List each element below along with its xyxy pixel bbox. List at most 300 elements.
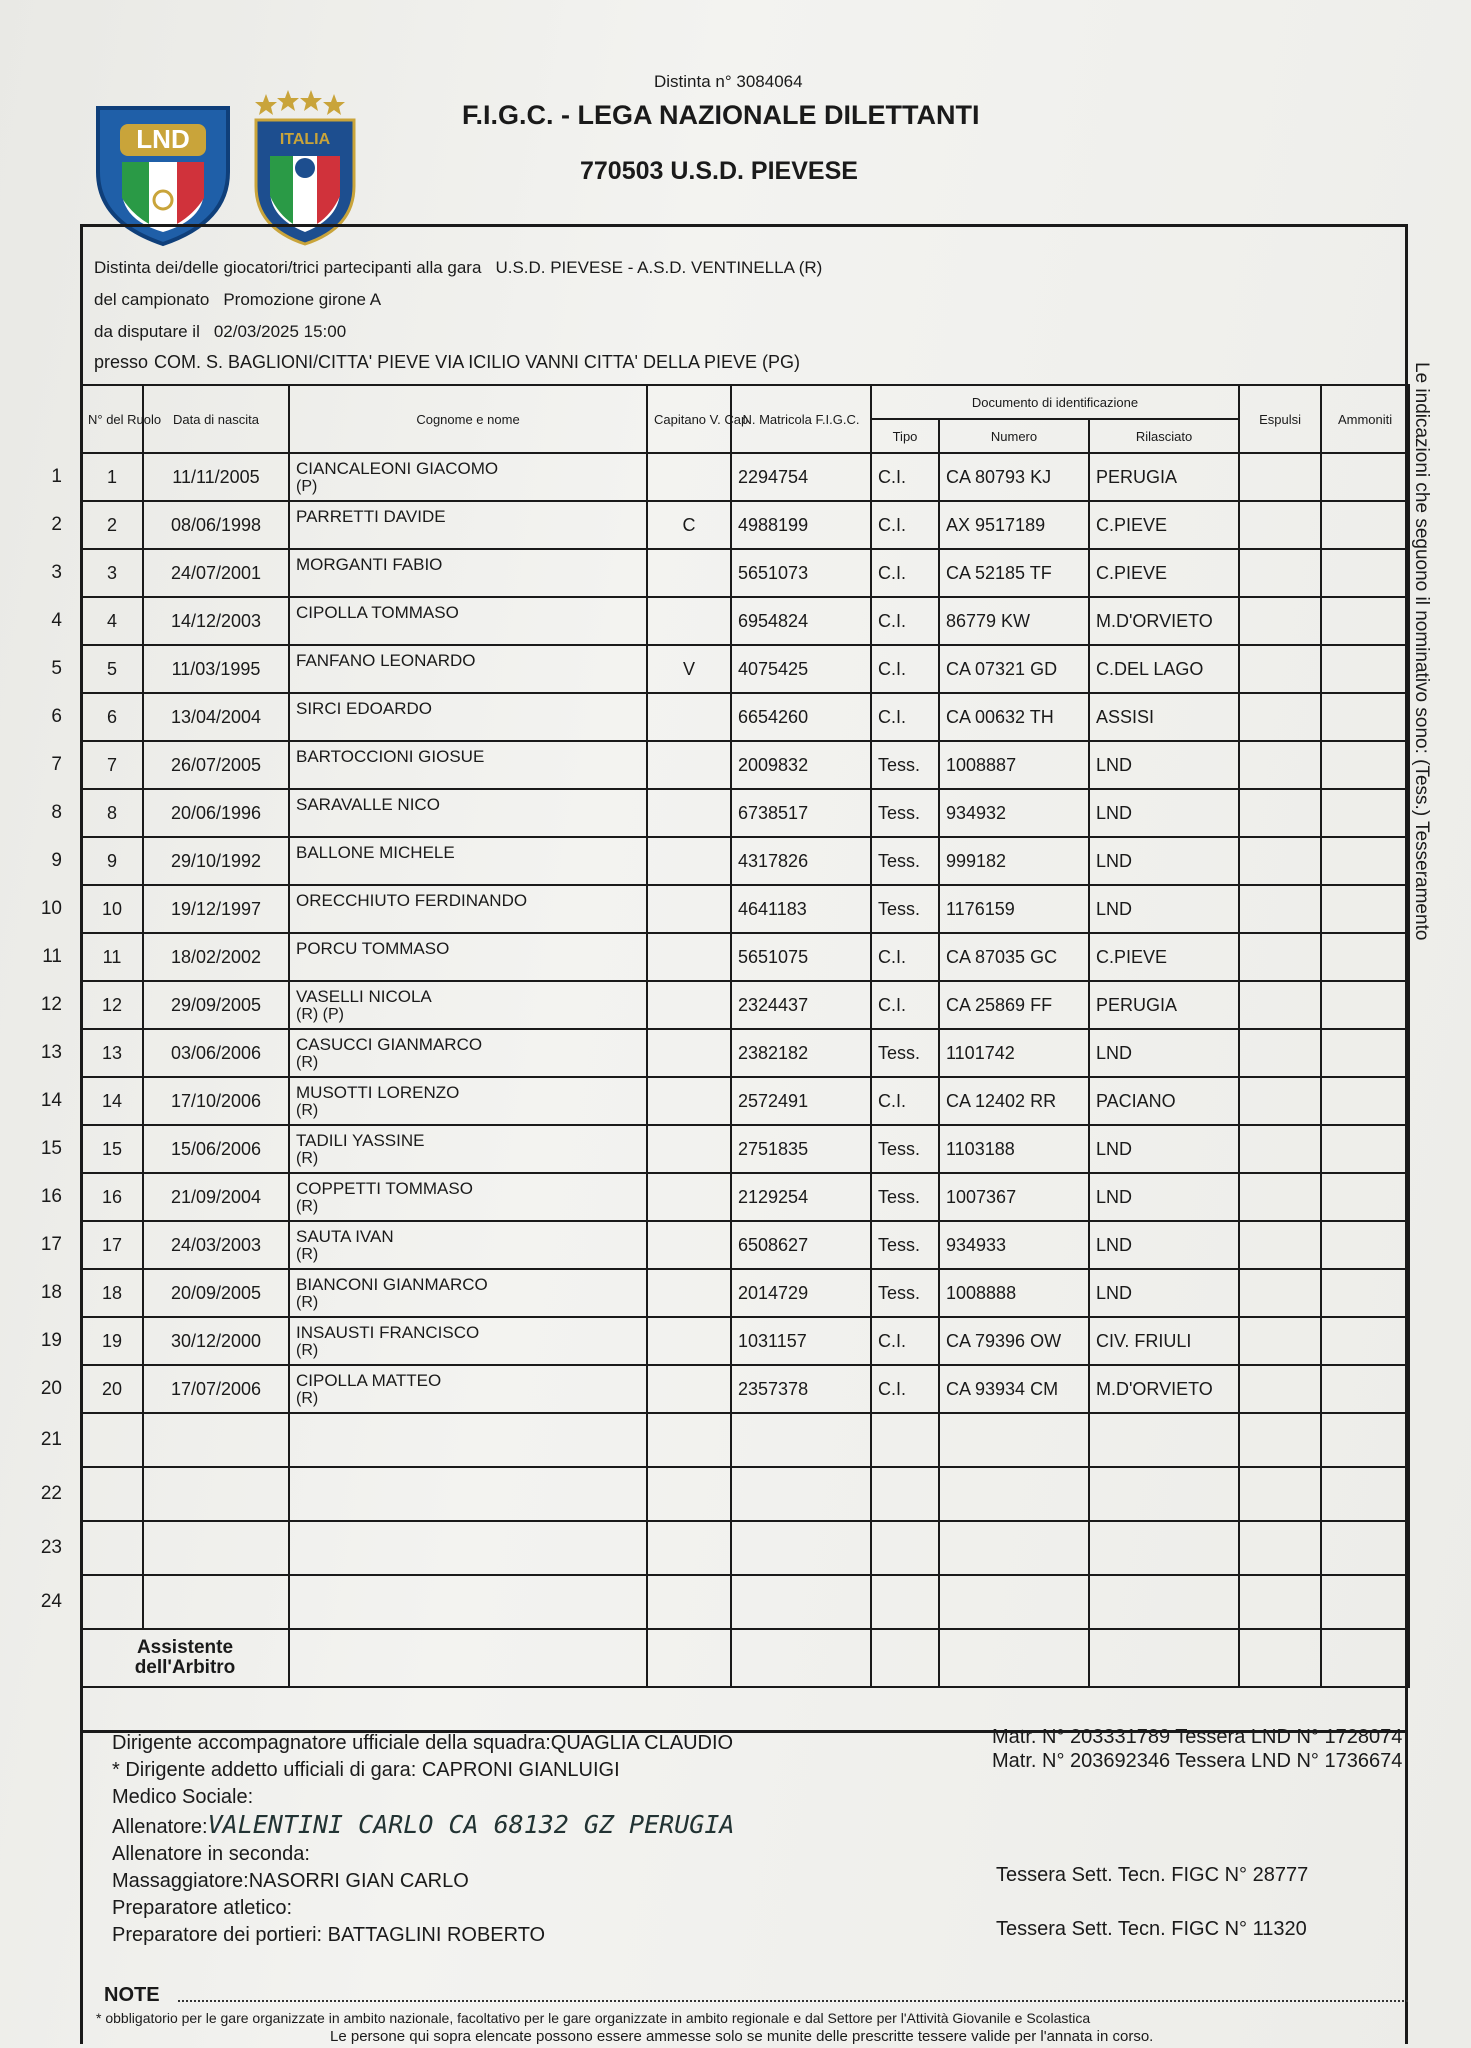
player-row xyxy=(81,1173,1409,1221)
col-ruolo: N° del Ruolo xyxy=(81,385,143,453)
player-name: CIPOLLA TOMMASO xyxy=(296,603,459,622)
matricola-cell: 6738517 xyxy=(731,789,871,837)
dirigente-accompagnatore: Dirigente accompagnatore ufficiale della squadra:QUAGLIA CLAUDIO xyxy=(112,1732,734,1754)
captain-cell xyxy=(647,549,731,597)
ruolo-cell: 13 xyxy=(81,1029,143,1077)
championship-line xyxy=(94,290,381,310)
empty-cell xyxy=(1321,1413,1409,1467)
doc-type-cell: Tess. xyxy=(871,789,939,837)
matricola-2: Matr. N° 203692346 Tessera LND N° 1736674 xyxy=(992,1750,1403,1772)
espulsi-cell xyxy=(1239,933,1321,981)
espulsi-cell xyxy=(1239,789,1321,837)
doc-issuer-cell: LND xyxy=(1089,885,1239,933)
empty-cell xyxy=(143,1413,289,1467)
doc-issuer-cell: C.DEL LAGO xyxy=(1089,645,1239,693)
doc-issuer-cell: M.D'ORVIETO xyxy=(1089,1365,1239,1413)
doc-issuer-cell: CIV. FRIULI xyxy=(1089,1317,1239,1365)
staff-section xyxy=(112,1730,734,1949)
massaggiatore: Massaggiatore:NASORRI GIAN CARLO xyxy=(112,1870,469,1892)
col-nascita: Data di nascita xyxy=(143,385,289,453)
captain-cell xyxy=(647,837,731,885)
ammoniti-cell xyxy=(1321,1029,1409,1077)
row-number: 13 xyxy=(40,1042,62,1063)
venue-line xyxy=(94,352,800,373)
matricola-1: Matr. N° 203331789 Tessera LND N° 1728074 xyxy=(992,1726,1403,1748)
venue-label: presso xyxy=(94,352,149,372)
player-row xyxy=(81,501,1409,549)
empty-cell xyxy=(731,1467,871,1521)
captain-cell xyxy=(647,453,731,501)
allenatore-line xyxy=(112,1811,734,1841)
player-row xyxy=(81,981,1409,1029)
name-cell xyxy=(289,789,647,837)
captain-cell: C xyxy=(647,501,731,549)
doc-type-cell: Tess. xyxy=(871,837,939,885)
empty-cell xyxy=(939,1575,1089,1629)
row-number: 8 xyxy=(51,802,62,823)
birth-cell: 29/09/2005 xyxy=(143,981,289,1029)
doc-type-cell: C.I. xyxy=(871,1317,939,1365)
name-cell xyxy=(289,741,647,789)
ruolo-cell: 10 xyxy=(81,885,143,933)
empty-row xyxy=(81,1467,1409,1521)
birth-cell: 20/06/1996 xyxy=(143,789,289,837)
matricola-cell: 1031157 xyxy=(731,1317,871,1365)
player-name: CIANCALEONI GIACOMO xyxy=(296,459,499,478)
doc-number-cell: 1103188 xyxy=(939,1125,1089,1173)
empty-cell xyxy=(871,1575,939,1629)
captain-cell xyxy=(647,981,731,1029)
match-label: Distinta dei/delle giocatori/trici partecipanti alla gara xyxy=(94,258,482,277)
name-cell xyxy=(289,1221,647,1269)
doc-number-cell: 86779 KW xyxy=(939,597,1089,645)
doc-number-cell: 1007367 xyxy=(939,1173,1089,1221)
espulsi-cell xyxy=(1239,597,1321,645)
matricola-cell: 5651073 xyxy=(731,549,871,597)
player-row xyxy=(81,453,1409,501)
name-cell xyxy=(289,1125,647,1173)
player-name: SARAVALLE NICO xyxy=(296,795,440,814)
doc-type-cell: Tess. xyxy=(871,741,939,789)
player-row xyxy=(81,885,1409,933)
name-cell xyxy=(289,981,647,1029)
doc-type-cell: C.I. xyxy=(871,501,939,549)
player-tag: (R) xyxy=(296,1294,319,1311)
empty-row xyxy=(81,1521,1409,1575)
player-tag: (R) xyxy=(296,1054,319,1071)
birth-cell: 24/07/2001 xyxy=(143,549,289,597)
doc-issuer-cell: C.PIEVE xyxy=(1089,549,1239,597)
empty-cell xyxy=(1321,1467,1409,1521)
empty-cell xyxy=(289,1521,647,1575)
captain-cell xyxy=(647,1221,731,1269)
name-cell xyxy=(289,1269,647,1317)
col-nome: Cognome e nome xyxy=(289,385,647,453)
preparatore-atletico: Preparatore atletico: xyxy=(112,1897,293,1919)
ammoniti-cell xyxy=(1321,597,1409,645)
col-numero: Numero xyxy=(939,419,1089,453)
birth-cell: 11/11/2005 xyxy=(143,453,289,501)
birth-cell: 30/12/2000 xyxy=(143,1317,289,1365)
empty-row xyxy=(81,1575,1409,1629)
captain-cell xyxy=(647,1365,731,1413)
empty-cell xyxy=(1239,1629,1321,1687)
player-row xyxy=(81,645,1409,693)
col-rilasciato: Rilasciato xyxy=(1089,419,1239,453)
captain-cell xyxy=(647,1125,731,1173)
doc-number-cell: CA 00632 TH xyxy=(939,693,1089,741)
doc-type-cell: C.I. xyxy=(871,693,939,741)
ruolo-cell: 15 xyxy=(81,1125,143,1173)
ruolo-cell: 6 xyxy=(81,693,143,741)
birth-cell: 11/03/1995 xyxy=(143,645,289,693)
player-row xyxy=(81,789,1409,837)
espulsi-cell xyxy=(1239,1077,1321,1125)
ammoniti-cell xyxy=(1321,741,1409,789)
row-number: 16 xyxy=(40,1186,62,1207)
ammoniti-cell xyxy=(1321,645,1409,693)
empty-cell xyxy=(81,1413,143,1467)
ruolo-cell: 1 xyxy=(81,453,143,501)
matricola-cell: 4641183 xyxy=(731,885,871,933)
row-number: 10 xyxy=(40,898,62,919)
empty-cell xyxy=(289,1575,647,1629)
ruolo-cell: 3 xyxy=(81,549,143,597)
row-number: 4 xyxy=(51,610,62,631)
ruolo-cell: 14 xyxy=(81,1077,143,1125)
ammoniti-cell xyxy=(1321,549,1409,597)
distinta-number: Distinta n° 3084064 xyxy=(654,72,803,91)
assistente-label: Assistente dell'Arbitro xyxy=(81,1629,289,1687)
captain-cell xyxy=(647,789,731,837)
ammoniti-cell xyxy=(1321,981,1409,1029)
matricola-cell: 5651075 xyxy=(731,933,871,981)
ammoniti-cell xyxy=(1321,1221,1409,1269)
empty-cell xyxy=(647,1629,731,1687)
player-name: BIANCONI GIANMARCO xyxy=(296,1275,488,1294)
player-row xyxy=(81,1269,1409,1317)
player-row xyxy=(81,741,1409,789)
doc-issuer-cell: LND xyxy=(1089,741,1239,789)
empty-cell xyxy=(1239,1413,1321,1467)
empty-cell xyxy=(871,1413,939,1467)
captain-cell xyxy=(647,741,731,789)
player-tag: (R) xyxy=(296,1198,319,1215)
player-tag: (R) xyxy=(296,1246,319,1263)
birth-cell: 21/09/2004 xyxy=(143,1173,289,1221)
empty-row xyxy=(81,1413,1409,1467)
espulsi-cell xyxy=(1239,645,1321,693)
empty-cell xyxy=(143,1575,289,1629)
name-cell xyxy=(289,1029,647,1077)
empty-cell xyxy=(731,1413,871,1467)
row-number: 12 xyxy=(40,994,62,1015)
lnd-logo-text: LND xyxy=(136,124,190,154)
name-cell xyxy=(289,549,647,597)
ruolo-cell: 11 xyxy=(81,933,143,981)
doc-number-cell: 934932 xyxy=(939,789,1089,837)
empty-cell xyxy=(939,1629,1089,1687)
name-cell xyxy=(289,1173,647,1221)
doc-type-cell: C.I. xyxy=(871,597,939,645)
doc-number-cell: CA 80793 KJ xyxy=(939,453,1089,501)
allenatore-label: Allenatore: xyxy=(112,1816,208,1838)
espulsi-cell xyxy=(1239,981,1321,1029)
allenatore-seconda: Allenatore in seconda: xyxy=(112,1843,310,1865)
captain-cell xyxy=(647,1269,731,1317)
espulsi-cell xyxy=(1239,1221,1321,1269)
row-number: 9 xyxy=(51,850,62,871)
doc-issuer-cell: PACIANO xyxy=(1089,1077,1239,1125)
birth-cell: 17/10/2006 xyxy=(143,1077,289,1125)
empty-cell xyxy=(939,1413,1089,1467)
player-row xyxy=(81,1317,1409,1365)
empty-cell xyxy=(81,1575,143,1629)
birth-cell: 19/12/1997 xyxy=(143,885,289,933)
ammoniti-cell xyxy=(1321,501,1409,549)
doc-number-cell: CA 12402 RR xyxy=(939,1077,1089,1125)
doc-type-cell: C.I. xyxy=(871,1365,939,1413)
empty-cell xyxy=(1089,1521,1239,1575)
birth-cell: 14/12/2003 xyxy=(143,597,289,645)
row-number: 15 xyxy=(40,1138,62,1159)
doc-number-cell: CA 79396 OW xyxy=(939,1317,1089,1365)
doc-type-cell: Tess. xyxy=(871,1125,939,1173)
preparatore-portieri: Preparatore dei portieri: BATTAGLINI ROBERTO xyxy=(112,1924,546,1946)
name-cell xyxy=(289,1365,647,1413)
ruolo-cell: 12 xyxy=(81,981,143,1029)
doc-issuer-cell: PERUGIA xyxy=(1089,453,1239,501)
doc-type-cell: Tess. xyxy=(871,1221,939,1269)
empty-cell xyxy=(1321,1521,1409,1575)
player-tag: (R) (P) xyxy=(296,1006,344,1023)
empty-cell xyxy=(647,1575,731,1629)
doc-number-cell: CA 25869 FF xyxy=(939,981,1089,1029)
doc-number-cell: 934933 xyxy=(939,1221,1089,1269)
empty-cell xyxy=(871,1629,939,1687)
empty-cell xyxy=(143,1467,289,1521)
doc-issuer-cell: LND xyxy=(1089,789,1239,837)
ruolo-cell: 4 xyxy=(81,597,143,645)
player-row xyxy=(81,837,1409,885)
tessera-2: Tessera Sett. Tecn. FIGC N° 11320 xyxy=(996,1918,1307,1940)
ammoniti-cell xyxy=(1321,453,1409,501)
birth-cell: 29/10/1992 xyxy=(143,837,289,885)
doc-issuer-cell: LND xyxy=(1089,1269,1239,1317)
captain-cell xyxy=(647,1077,731,1125)
row-number: 23 xyxy=(40,1537,62,1558)
row-number: 17 xyxy=(40,1234,62,1255)
captain-cell xyxy=(647,597,731,645)
allenatore-handwritten: VALENTINI CARLO CA 68132 GZ PERUGIA xyxy=(207,1810,735,1839)
player-row xyxy=(81,597,1409,645)
ruolo-cell: 16 xyxy=(81,1173,143,1221)
empty-cell xyxy=(939,1467,1089,1521)
doc-type-cell: C.I. xyxy=(871,981,939,1029)
doc-type-cell: Tess. xyxy=(871,1269,939,1317)
player-tag: (R) xyxy=(296,1342,319,1359)
ruolo-cell: 20 xyxy=(81,1365,143,1413)
player-row xyxy=(81,933,1409,981)
matricola-cell: 2751835 xyxy=(731,1125,871,1173)
empty-cell xyxy=(289,1467,647,1521)
captain-cell xyxy=(647,1029,731,1077)
row-number: 11 xyxy=(42,946,62,967)
ruolo-cell: 18 xyxy=(81,1269,143,1317)
venue-value: COM. S. BAGLIONI/CITTA' PIEVE VIA ICILIO VANNI CITTA' DELLA PIEVE (PG) xyxy=(154,352,801,372)
captain-cell xyxy=(647,933,731,981)
doc-issuer-cell: LND xyxy=(1089,837,1239,885)
doc-number-cell: 999182 xyxy=(939,837,1089,885)
matricola-cell: 6654260 xyxy=(731,693,871,741)
captain-cell xyxy=(647,885,731,933)
empty-cell xyxy=(871,1521,939,1575)
espulsi-cell xyxy=(1239,837,1321,885)
player-row xyxy=(81,693,1409,741)
footnote-2: Le persone qui sopra elencate possono essere ammesse solo se munite delle prescritte tessere valide per l'annata in corso. xyxy=(330,2028,1154,2045)
player-row xyxy=(81,1029,1409,1077)
players-table xyxy=(80,384,1410,1688)
col-matricola: N. Matricola F.I.G.C. xyxy=(731,385,871,453)
matricola-cell: 4988199 xyxy=(731,501,871,549)
captain-cell xyxy=(647,1173,731,1221)
doc-number-cell: 1008888 xyxy=(939,1269,1089,1317)
row-number: 7 xyxy=(51,754,62,775)
row-number: 20 xyxy=(40,1378,62,1399)
espulsi-cell xyxy=(1239,1269,1321,1317)
doc-type-cell: C.I. xyxy=(871,453,939,501)
doc-type-cell: Tess. xyxy=(871,1173,939,1221)
col-documento: Documento di identificazione xyxy=(871,385,1239,419)
row-number: 24 xyxy=(40,1591,62,1612)
matricola-cell: 2009832 xyxy=(731,741,871,789)
ammoniti-cell xyxy=(1321,837,1409,885)
name-cell xyxy=(289,1317,647,1365)
espulsi-cell xyxy=(1239,741,1321,789)
player-tag: (R) xyxy=(296,1102,319,1119)
side-note: Le indicazioni che seguono il nominativo sono: (Tess.) Tesseramento xyxy=(1411,362,1432,941)
player-name: CASUCCI GIANMARCO xyxy=(296,1035,483,1054)
doc-type-cell: C.I. xyxy=(871,933,939,981)
player-row xyxy=(81,1221,1409,1269)
ammoniti-cell xyxy=(1321,1365,1409,1413)
empty-cell xyxy=(1239,1575,1321,1629)
ammoniti-cell xyxy=(1321,1125,1409,1173)
player-name: INSAUSTI FRANCISCO xyxy=(296,1323,480,1342)
captain-cell: V xyxy=(647,645,731,693)
birth-cell: 20/09/2005 xyxy=(143,1269,289,1317)
matricola-cell: 2129254 xyxy=(731,1173,871,1221)
row-number: 14 xyxy=(40,1090,62,1111)
ruolo-cell: 8 xyxy=(81,789,143,837)
player-name: SAUTA IVAN xyxy=(296,1227,394,1246)
birth-cell: 15/06/2006 xyxy=(143,1125,289,1173)
championship-label: del campionato xyxy=(94,290,210,309)
ammoniti-cell xyxy=(1321,885,1409,933)
medico-sociale: Medico Sociale: xyxy=(112,1786,254,1808)
matricola-cell: 2324437 xyxy=(731,981,871,1029)
ammoniti-cell xyxy=(1321,1077,1409,1125)
player-row xyxy=(81,1365,1409,1413)
empty-cell xyxy=(1089,1413,1239,1467)
championship-value: Promozione girone A xyxy=(223,290,382,309)
doc-number-cell: CA 07321 GD xyxy=(939,645,1089,693)
name-cell xyxy=(289,885,647,933)
row-number: 22 xyxy=(40,1483,62,1504)
doc-type-cell: Tess. xyxy=(871,1029,939,1077)
matricola-cell: 2294754 xyxy=(731,453,871,501)
birth-cell: 18/02/2002 xyxy=(143,933,289,981)
row-number: 6 xyxy=(51,706,62,727)
doc-type-cell: Tess. xyxy=(871,885,939,933)
player-name: MORGANTI FABIO xyxy=(296,555,443,574)
player-row xyxy=(81,549,1409,597)
note-label: NOTE xyxy=(104,1984,160,2006)
player-name: ORECCHIUTO FERDINANDO xyxy=(296,891,528,910)
ruolo-cell: 7 xyxy=(81,741,143,789)
dirigente-addetto: * Dirigente addetto ufficiali di gara: CAPRONI GIANLUIGI xyxy=(112,1759,620,1781)
row-number: 2 xyxy=(51,514,62,535)
club-title: 770503 U.S.D. PIEVESE xyxy=(580,157,858,185)
doc-issuer-cell: LND xyxy=(1089,1125,1239,1173)
empty-cell xyxy=(1239,1467,1321,1521)
tessera-1: Tessera Sett. Tecn. FIGC N° 28777 xyxy=(996,1864,1309,1886)
doc-issuer-cell: C.PIEVE xyxy=(1089,933,1239,981)
espulsi-cell xyxy=(1239,1125,1321,1173)
doc-type-cell: C.I. xyxy=(871,1077,939,1125)
player-name: MUSOTTI LORENZO xyxy=(296,1083,460,1102)
ruolo-cell: 5 xyxy=(81,645,143,693)
matricola-cell: 2572491 xyxy=(731,1077,871,1125)
espulsi-cell xyxy=(1239,1029,1321,1077)
ruolo-cell: 9 xyxy=(81,837,143,885)
empty-cell xyxy=(647,1467,731,1521)
captain-cell xyxy=(647,693,731,741)
birth-cell: 17/07/2006 xyxy=(143,1365,289,1413)
espulsi-cell xyxy=(1239,1365,1321,1413)
row-number: 19 xyxy=(40,1330,62,1351)
player-tag: (R) xyxy=(296,1390,319,1407)
empty-cell xyxy=(731,1575,871,1629)
row-number: 18 xyxy=(40,1282,62,1303)
doc-number-cell: CA 52185 TF xyxy=(939,549,1089,597)
empty-cell xyxy=(143,1521,289,1575)
matricola-cell: 2357378 xyxy=(731,1365,871,1413)
matricola-cell: 2382182 xyxy=(731,1029,871,1077)
empty-cell xyxy=(647,1413,731,1467)
note-line xyxy=(178,2000,1408,2002)
doc-issuer-cell: C.PIEVE xyxy=(1089,501,1239,549)
player-tag: (R) xyxy=(296,1150,319,1167)
empty-cell xyxy=(289,1629,647,1687)
player-name: FANFANO LEONARDO xyxy=(296,651,476,670)
name-cell xyxy=(289,1077,647,1125)
ruolo-cell: 17 xyxy=(81,1221,143,1269)
captain-cell xyxy=(647,1317,731,1365)
footnote-1: * obbligatorio per le gare organizzate in ambito nazionale, facoltativo per le gare organizzate in ambito regionale e dal Settore per l'Attività Giovanile e Scolastica xyxy=(96,2010,1091,2026)
espulsi-cell xyxy=(1239,1317,1321,1365)
matricola-cell: 4317826 xyxy=(731,837,871,885)
italia-logo-text: ITALIA xyxy=(279,131,331,148)
espulsi-cell xyxy=(1239,453,1321,501)
assistente-row xyxy=(81,1629,1409,1687)
name-cell xyxy=(289,597,647,645)
espulsi-cell xyxy=(1239,693,1321,741)
birth-cell: 24/03/2003 xyxy=(143,1221,289,1269)
doc-number-cell: CA 93934 CM xyxy=(939,1365,1089,1413)
name-cell xyxy=(289,645,647,693)
doc-number-cell: 1008887 xyxy=(939,741,1089,789)
